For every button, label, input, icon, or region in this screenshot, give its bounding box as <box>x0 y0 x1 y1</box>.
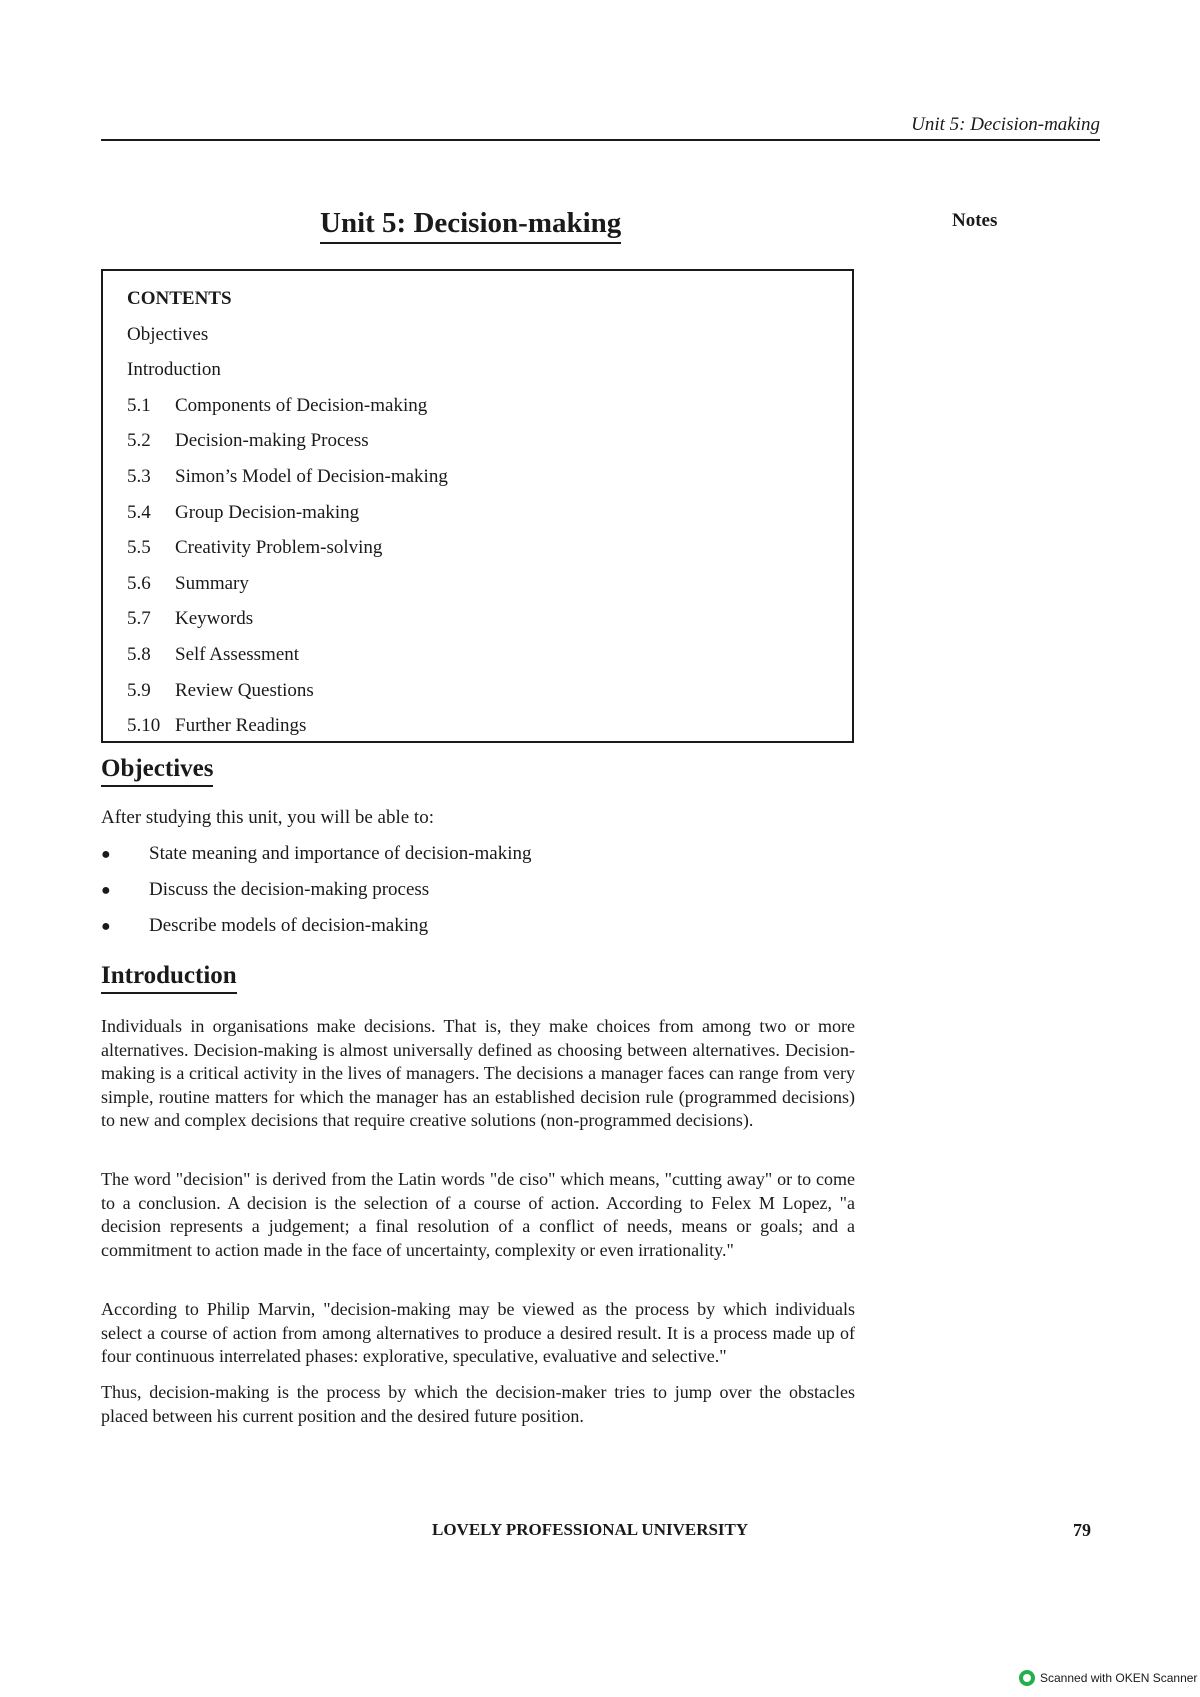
unit-title: Unit 5: Decision-making <box>320 206 621 244</box>
footer-university: LOVELY PROFESSIONAL UNIVERSITY <box>432 1520 749 1539</box>
list-item: ● Discuss the decision-making process <box>101 878 532 914</box>
bullet-icon: ● <box>101 918 111 935</box>
page-number: 79 <box>1073 1520 1091 1540</box>
contents-item: 5.1 Components of Decision-making <box>127 394 428 416</box>
contents-item: 5.10 Further Readings <box>127 715 307 737</box>
scanner-watermark <box>1019 1670 1197 1686</box>
scanner-watermark-text: Scanned with OKEN Scanner <box>1040 1671 1198 1685</box>
contents-item: 5.4 Group Decision-making <box>127 501 360 523</box>
contents-item: 5.5 Creativity Problem-solving <box>127 537 383 559</box>
contents-item: 5.6 Summary <box>127 572 249 594</box>
oken-scanner-logo-icon <box>1019 1670 1035 1686</box>
bullet-icon: ● <box>101 882 111 899</box>
intro-paragraph-1: Individuals in organisations make decisions. That is, they make choices from among two or more alternatives. Decision-making is almost universally defined as choosing between alternatives. Decision-making is a critical activity in the lives of managers. The decisions a manager faces can range from very simple, routine matters for which the manager has an established decision rule (programmed decisions) to new and complex decisions that require creative solutions (non-programmed decisions). <box>101 1016 855 1131</box>
running-head: Unit 5: Decision-making <box>911 114 1100 135</box>
contents-item: 5.9 Review Questions <box>127 679 314 701</box>
contents-item-objectives: Objectives <box>127 323 209 345</box>
intro-paragraph-2: The word "decision" is derived from the Latin words "de ciso" which means, "cutting away" or to come to a conclusion. A decision is the selection of a course of action. According to Felex M Lopez, "a decision represents a judgement; a final resolution of a conflict of needs, means or goals; and a commitment to action made in the face of uncertainty, complexity or even irrationality." <box>101 1169 855 1260</box>
notes-margin-label: Notes <box>952 210 998 231</box>
contents-box <box>101 269 854 743</box>
list-item: ● State meaning and importance of decision-making <box>101 842 532 878</box>
contents-item: 5.3 Simon’s Model of Decision-making <box>127 465 448 487</box>
header-rule <box>101 139 1100 141</box>
bullet-icon: ● <box>101 846 111 863</box>
contents-item-introduction: Introduction <box>127 359 221 381</box>
intro-paragraph-3: According to Philip Marvin, "decision-making may be viewed as the process by which individuals select a course of action from among alternatives to produce a desired result. It is a process made up of four continuous interrelated phases: explorative, speculative, evaluative and selective." <box>101 1299 855 1367</box>
contents-heading: CONTENTS <box>127 288 232 309</box>
contents-item: 5.7 Keywords <box>127 608 254 630</box>
objectives-heading: Objectives <box>101 754 213 787</box>
list-item: ● Describe models of decision-making <box>101 914 532 950</box>
introduction-heading: Introduction <box>101 961 237 994</box>
contents-item: 5.2 Decision-making Process <box>127 430 369 452</box>
contents-item: 5.8 Self Assessment <box>127 643 300 665</box>
objectives-list <box>101 842 532 950</box>
objectives-intro: After studying this unit, you will be able to: <box>101 807 434 828</box>
intro-paragraph-4: Thus, decision-making is the process by which the decision-maker tries to jump over the obstacles placed between his current position and the desired future position. <box>101 1382 855 1426</box>
